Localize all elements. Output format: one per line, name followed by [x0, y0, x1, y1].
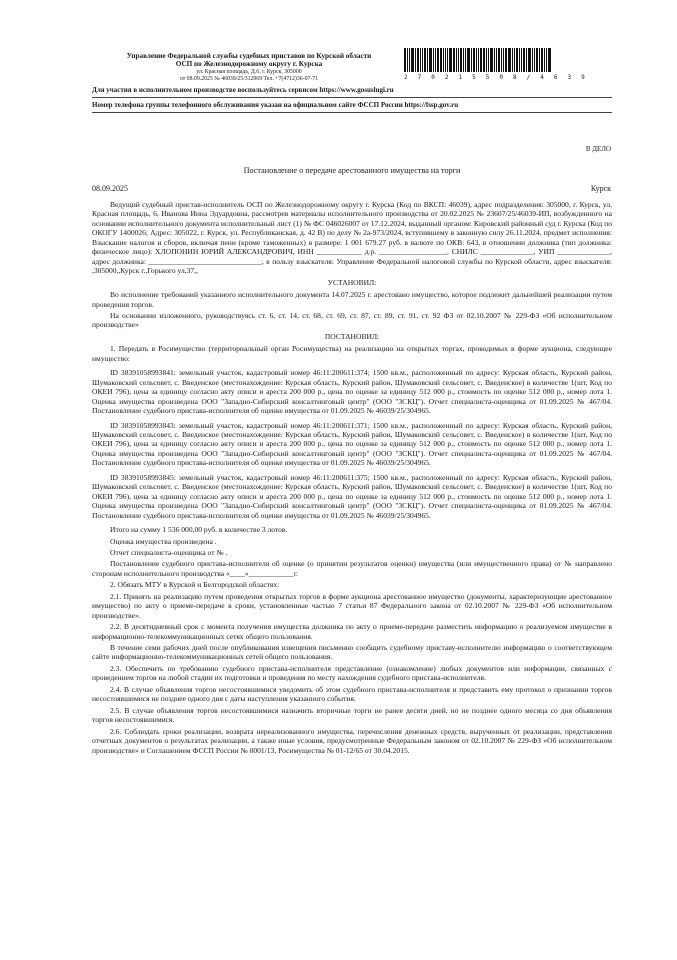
barcode-bar — [548, 48, 551, 72]
postanovil-heading: ПОСТАНОВИЛ: — [324, 331, 380, 341]
item-2-6: 2.6. Соблюдать сроки реализации, возврата нереализованного имущества, перечисления денежных средств, вырученных от реализации, представления отчетных документов о результатах реализации, а также иные условия, предусмотренные Федеральным законом от 02.10.2007 № 229-ФЗ «Об исполнительном производстве» и Соглашением ФССП России № 0001/13, Росимущества № 01-12/65 от 30.04.2015. — [92, 726, 612, 755]
barcode-bar — [449, 48, 452, 72]
barcode-bar — [471, 48, 472, 72]
item-2: 2. Обязать МТУ в Курской и Белгородской областях: — [110, 580, 280, 590]
barcode-bar — [460, 48, 462, 72]
barcode-bar — [458, 48, 459, 72]
barcode-bar — [435, 48, 436, 72]
document-date: 08.09.2025 — [92, 184, 128, 193]
barcode-bar — [415, 48, 416, 72]
lot-1: ID 38391058993841: земельный участок, кадастровый номер 46:11:200611:374; 1500 кв.м., расположенный по адресу: Курская область, Курский район, Шумаковский сельсовет, с. Введенское (местонахождение: Курская область, Курский район, Шумаковский сельсовет, с. Введенское) в количестве 1(шт, Код по ОКЕИ 796), цена за единицу согласно акту описи и ареста 200 000 р., цена по оценке за единицу 512 000 р., стоимость по оценке 512 000 р., номер лота 1. Оценка имущества произведена ООО "Западно-Сибирский консалтинговый центр" (ООО "ЗСКЦ"). Отчет специалиста-оценщика от 01.09.2025 № 467/04. Постановление судебного пристава-исполнителя об оценке имущества от 01.09.2025 № 46039/25/304965. — [92, 368, 612, 416]
document-body — [92, 200, 612, 757]
barcode-bar — [528, 48, 531, 72]
item-2-4: 2.4. В случае объявления торгов несостоявшимися уведомить об этом судебного пристава-исполнителя и представить ему протокол о признании торгов несостоявшимися не позднее одного дня с даты наступления указанного события. — [92, 684, 612, 704]
report-line: Отчет специалиста-оценщика от № . — [110, 547, 228, 557]
barcode-bar — [437, 48, 439, 72]
barcode-number: 2 7 0 2 1 5 5 0 8 / 4 6 3 9 — [404, 74, 588, 81]
item-2-2-b: В течение семи рабочих дней после опубликования извещения письменно сообщить судебному приставу-исполнителю информацию о соответствующем сайте информационно-телекоммуникационных сетей общего пользования. — [92, 643, 612, 662]
barcode-bar — [480, 48, 482, 72]
barcode-bar — [465, 48, 466, 72]
org-registration: от 08.09.2025 № 46039/25/312969 Тел. +7(4712)36-07-71 — [179, 75, 319, 82]
barcode-bar — [456, 48, 457, 72]
decision-paragraph: Постановление судебного пристава-исполнителя об оценке (о принятии результатов оценки) имущества (или имущественного права) от № направлено сторонам исполнительного производства «____»____________г. — [92, 559, 612, 578]
document-city: Курск — [590, 184, 611, 193]
barcode-bar — [409, 48, 410, 72]
barcode-bar — [516, 48, 518, 72]
barcode-bar — [503, 48, 504, 72]
barcode-bar — [494, 48, 495, 72]
item-2-1: 2.1. Принять на реализацию путем проведения открытых торгов в форме аукциона арестованное имущество (документы, характеризующие арестованное имущество) по акту о приеме-передаче в сроки, установленные частью 7 статьи 87 Федерального закона от 02.10.2007 № 229-ФЗ «Об исполнительном производстве». — [92, 591, 612, 620]
barcode-bar — [526, 48, 527, 72]
valuation-line: Оценка имущества произведена . — [110, 536, 217, 546]
divider — [92, 112, 612, 113]
barcode-bar — [420, 48, 421, 72]
barcode-bar — [536, 48, 538, 72]
barcode-bar — [467, 48, 470, 72]
lot-3: ID 38391058993845: земельный участок, кадастровый номер 46:11:200611:375; 1500 кв.м., расположенный по адресу: Курская область, Курский район, Шумаковский сельсовет, с. Введенское (местонахождение: Курская область, Курский район, Шумаковский сельсовет, с. Введенское) в количестве 1(шт, Код по ОКЕИ 796), цена за единицу согласно акту описи и ареста 200 000 р., цена по оценке за единицу 512 000 р., стоимость по оценке 512 000 р., номер лота 1. Оценка имущества произведена ООО "Западно-Сибирский консалтинговый центр" (ООО "ЗСКЦ"). Отчет специалиста-оценщика от 01.09.2025 № 467/04. Постановление судебного пристава-исполнителя об оценке имущества от 01.09.2025 № 46039/25/304965. — [92, 472, 612, 520]
barcode-bar — [523, 48, 525, 72]
divider — [92, 97, 612, 98]
ustanovil-heading: УСТАНОВИЛ: — [327, 277, 377, 287]
barcode-bar — [473, 48, 475, 72]
barcode-bar — [476, 48, 477, 72]
document-title: Постановление о передаче арестованного имущества на торги — [243, 166, 461, 175]
barcode-bar — [404, 48, 406, 72]
barcode-bar — [424, 48, 426, 72]
barcode-bar — [546, 48, 547, 72]
item-2-2: 2.2. В десятидневный срок с момента получения имущества должника по акту о приеме-передаче разместить информацию о реализуемом имуществе в информационно-телекоммуникационных сетях общего пользования. — [92, 622, 612, 641]
v-delo-stamp: В ДЕЛО — [585, 145, 611, 153]
barcode-bar — [521, 48, 522, 72]
intro-paragraph: Ведущий судебный пристав-исполнитель ОСП по Железнодорожному округу г. Курска (Код по ВКСП: 46039), адрес подразделения: 305000, г. Курск, ул. Красная площадь, 6, Иванова Инна Эдуардовна, рассмотрев материалы исполнительного производства от 20.02.2025 № 23607/25/46039-ИП, возбужденного на основании исполнительного документа исполнительный лист (1) № ФС 046026007 от 17.12.2024, выданный органом: Кировский районный суд г. Курска (Код по ОКОГУ 1400026; Адрес: 305022, г. Курск, ул. Республиканская, д. 42 В) по делу № 2а-973/2024, вступившему в законную силу 26.11.2024, предмет исполнения: Взыскание налогов и сборов, включая пени (кроме таможенных) в размере: 1 001 679.27 руб. в валюте по ОКВ: 643, в отношении должника (тип должника: физическое лицо): ХЛОПОНИН ЮРИЙ АЛЕКСАНДРОВИЧ, ИНН ____________ д.р. __________________, СНИЛС ______________, УИП ______________, адрес должника: ______________________________, в пользу взыскателя: Управление Федеральной налоговой службы по Курской области, адрес взыскателя: ,305000,,Курск г.,Горького ул,37,, — [92, 200, 612, 276]
barcode-bar — [541, 48, 543, 72]
lot-2: ID 38391058993843: земельный участок, кадастровый номер 46:11:200611:371; 1500 кв.м., расположенный по адресу: Курская область, Курский район, Шумаковский сельсовет, с. Введенское (местонахождение: Курская область, Курский район, Шумаковский сельсовет, с. Введенское) в количестве 1(шт, Код по ОКЕИ 796), цена за единицу согласно акту описи и ареста 200 000 р., цена по оценке за единицу 512 000 р., стоимость по оценке 512 000 р., номер лота 1. Оценка имущества произведена ООО "Западно-Сибирский консалтинговый центр" (ООО "ЗСКЦ"). Отчет специалиста-оценщика от 01.09.2025 № 467/04. Постановление судебного пристава-исполнителя об оценке имущества от 01.09.2025 № 46039/25/304965. — [92, 420, 612, 468]
barcode-bar — [514, 48, 515, 72]
phone-notice: Номер телефона группы телефонного обслуживания указан на официальном сайте ФССП России https://fssp.gov.ru — [92, 101, 459, 109]
barcode-bar — [539, 48, 540, 72]
barcode-bar — [512, 48, 513, 72]
barcode-bar — [505, 48, 507, 72]
gosuslugi-notice: Для участия в исполнительном производстве воспользуйтесь сервисом https://www.gosuslugi.ru — [92, 86, 394, 94]
item-2-5: 2.5. В случае объявления торгов несостоявшимися назначить вторичные торги не ранее десяти дней, но не позднее одного месяца со дня объявления торгов несостоявшимися. — [92, 705, 612, 725]
barcode-bar — [488, 48, 489, 72]
ustanovil-paragraph: Во исполнение требований указанного исполнительного документа 14.07.2025 г. арестовано имущество, которое подлежит дальнейшей реализации путем проведения торгов. — [92, 290, 612, 309]
barcode-bar — [417, 48, 419, 72]
barcode-bar — [483, 48, 485, 72]
barcode-bar — [486, 48, 487, 72]
barcode-bar — [447, 48, 448, 72]
barcode-bar — [429, 48, 432, 72]
barcode-bar — [407, 48, 408, 72]
barcode-bar — [501, 48, 502, 72]
barcode-bar — [498, 48, 500, 72]
item-2-3: 2.3. Обеспечить по требованию судебного пристава-исполнителя представление (ознакомление) любых документов или информации, связанных с проведением торгов на любой стадии их подготовки и проведения по месту нахождения судебного пристава-исполнителя. — [92, 663, 612, 683]
barcode-bar — [422, 48, 423, 72]
barcode-bar — [427, 48, 428, 72]
total-line: Итого на сумму 1 536 000,00 руб. в количестве 3 лотов. — [110, 525, 288, 535]
barcode-bar — [544, 48, 545, 72]
barcode-bar — [490, 48, 493, 72]
org-address: ул. Красная площадь, Д.6, г. Курск, 305000 — [196, 68, 302, 75]
barcode-bar — [478, 48, 479, 72]
barcode-bar — [519, 48, 520, 72]
barcode-bar — [453, 48, 455, 72]
barcode-bar — [433, 48, 434, 72]
issuer-header — [104, 52, 394, 83]
barcode-bar — [440, 48, 442, 72]
barcode-bar — [445, 48, 446, 72]
barcode-bar — [411, 48, 414, 72]
barcode — [404, 48, 594, 72]
org-name-line2: ОСП по Железнодорожному округу г. Курска — [175, 60, 323, 69]
barcode-bar — [443, 48, 444, 72]
barcode-bar — [463, 48, 464, 72]
barcode-bar — [508, 48, 511, 72]
barcode-bar — [532, 48, 533, 72]
org-name-line1: Управление Федеральной службы судебных приставов по Курской области — [126, 52, 372, 60]
legal-basis-paragraph: На основании изложенного, руководствуясь ст. 6, ст. 14, ст. 68, ст. 69, ст. 87, ст. 89, ст. 91, ст. 92 ФЗ от 02.10.2007 № 229-ФЗ «Об исполнительном производстве» — [92, 310, 612, 330]
barcode-bar — [496, 48, 497, 72]
item-1: 1. Передать в Росимущество (территориальный орган Росимущества) на реализацию на открытых торгах, проводимых в форме аукциона, следующее имущество: — [92, 344, 612, 363]
barcode-bar — [534, 48, 535, 72]
